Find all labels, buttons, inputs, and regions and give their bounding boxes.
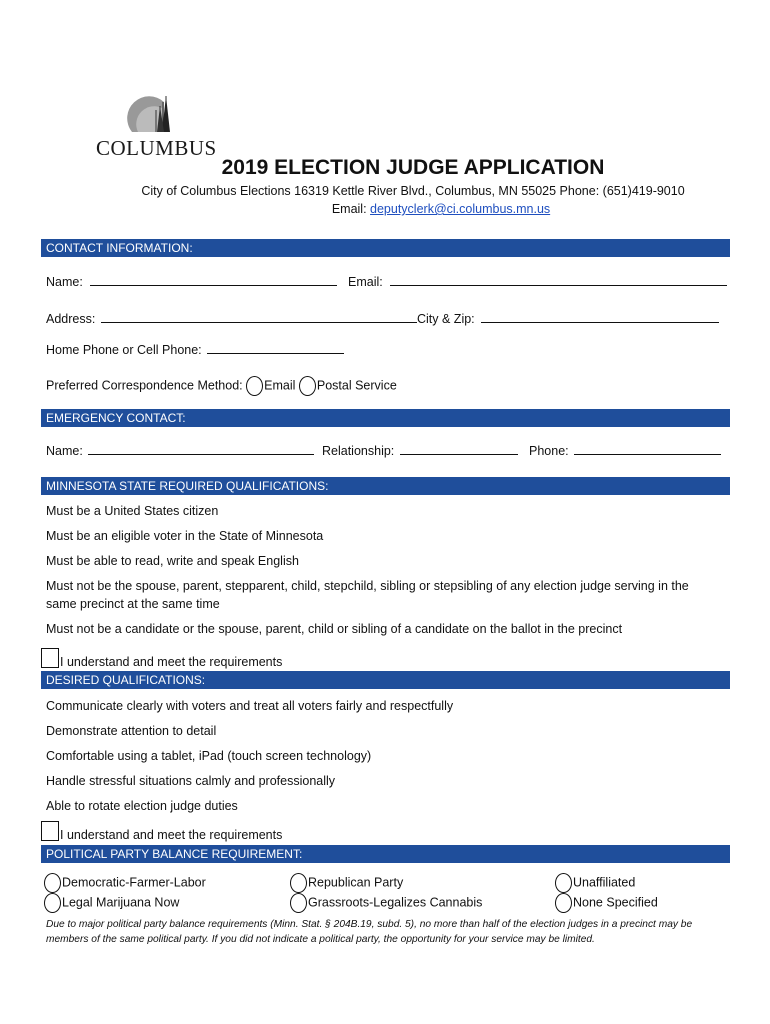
radio-postal[interactable]	[299, 376, 316, 396]
state-qual-item: Must be able to read, write and speak English	[46, 554, 299, 568]
section-emergency-header: EMERGENCY CONTACT:	[41, 409, 730, 427]
radio-icon	[555, 893, 572, 913]
contact-cityzip-field[interactable]	[481, 312, 719, 323]
radio-icon	[555, 873, 572, 893]
party-option-republican[interactable]: Republican Party	[290, 873, 403, 893]
email-link[interactable]: deputyclerk@ci.columbus.mn.us	[370, 202, 551, 216]
state-qual-item: Must not be a candidate or the spouse, parent, child or sibling of a candidate on the ballot in the precinct	[46, 622, 623, 636]
desired-qual-item: Communicate clearly with voters and treat all voters fairly and respectfully	[46, 699, 454, 713]
radio-icon	[44, 873, 61, 893]
desired-qual-item: Demonstrate attention to detail	[46, 724, 217, 738]
state-qual-item: Must be a United States citizen	[46, 504, 219, 518]
radio-email[interactable]	[246, 376, 263, 396]
party-option-none[interactable]: None Specified	[555, 893, 658, 913]
section-desired-quals-header: DESIRED QUALIFICATIONS:	[41, 671, 730, 689]
correspondence-row: Preferred Correspondence Method: Email Postal Service	[46, 376, 397, 396]
page-title: 2019 ELECTION JUDGE APPLICATION	[221, 156, 605, 179]
party-note-line2: members of the same political party. If you did not indicate a political party, the opportunity for your service may be limited.	[46, 934, 595, 945]
emergency-phone-row: Phone:	[529, 444, 721, 458]
party-option-unaffiliated[interactable]: Unaffiliated	[555, 873, 635, 893]
state-qual-item: Must not be the spouse, parent, stepparent, child, stepchild, sibling or stepsibling of any election judge serving in the	[46, 579, 689, 593]
radio-icon	[44, 893, 61, 913]
contact-phone-row: Home Phone or Cell Phone:	[46, 343, 344, 357]
emergency-relationship-row: Relationship:	[322, 444, 518, 458]
party-option-legal-marijuana[interactable]: Legal Marijuana Now	[44, 893, 179, 913]
desired-quals-checkbox[interactable]	[41, 821, 59, 841]
emergency-name-row: Name:	[46, 444, 314, 458]
desired-qual-item: Handle stressful situations calmly and professionally	[46, 774, 336, 788]
radio-icon	[290, 893, 307, 913]
contact-cityzip-row: City & Zip:	[417, 312, 719, 326]
desired-qual-item: Comfortable using a tablet, iPad (touch screen technology)	[46, 749, 372, 763]
section-party-header: POLITICAL PARTY BALANCE REQUIREMENT:	[41, 845, 730, 863]
state-qual-item: Must be an eligible voter in the State of Minnesota	[46, 529, 324, 543]
contact-email-field[interactable]	[390, 275, 727, 286]
contact-phone-field[interactable]	[207, 343, 344, 354]
party-note-line1: Due to major political party balance requirements (Minn. Stat. § 204B.19, subd. 5), no more than half of the election judges in a precinct may be	[46, 919, 693, 930]
contact-address-row: Address:	[46, 312, 417, 326]
state-quals-checkbox[interactable]	[41, 648, 59, 668]
office-address: City of Columbus Elections 16319 Kettle River Blvd., Columbus, MN 55025 Phone: (651)419-9010	[141, 184, 685, 198]
contact-name-field[interactable]	[90, 275, 337, 286]
columbus-logo-text: COLUMBUS	[96, 136, 217, 160]
radio-icon	[290, 873, 307, 893]
state-qual-item-cont: same precinct at the same time	[46, 597, 220, 611]
emergency-relationship-field[interactable]	[400, 444, 518, 455]
office-email: Email: deputyclerk@ci.columbus.mn.us	[331, 202, 551, 216]
section-contact-header: CONTACT INFORMATION:	[41, 239, 730, 257]
desired-qual-item: Able to rotate election judge duties	[46, 799, 238, 813]
contact-email-row: Email:	[348, 275, 727, 289]
emergency-name-field[interactable]	[88, 444, 314, 455]
party-option-grassroots[interactable]: Grassroots-Legalizes Cannabis	[290, 893, 482, 913]
contact-address-field[interactable]	[101, 312, 417, 323]
state-quals-ack-label: I understand and meet the requirements	[60, 655, 283, 669]
emergency-phone-field[interactable]	[574, 444, 721, 455]
desired-quals-ack-label: I understand and meet the requirements	[60, 828, 283, 842]
party-option-dfl[interactable]: Democratic-Farmer-Labor	[44, 873, 206, 893]
contact-name-row: Name:	[46, 275, 337, 289]
section-state-quals-header: MINNESOTA STATE REQUIRED QUALIFICATIONS:	[41, 477, 730, 495]
